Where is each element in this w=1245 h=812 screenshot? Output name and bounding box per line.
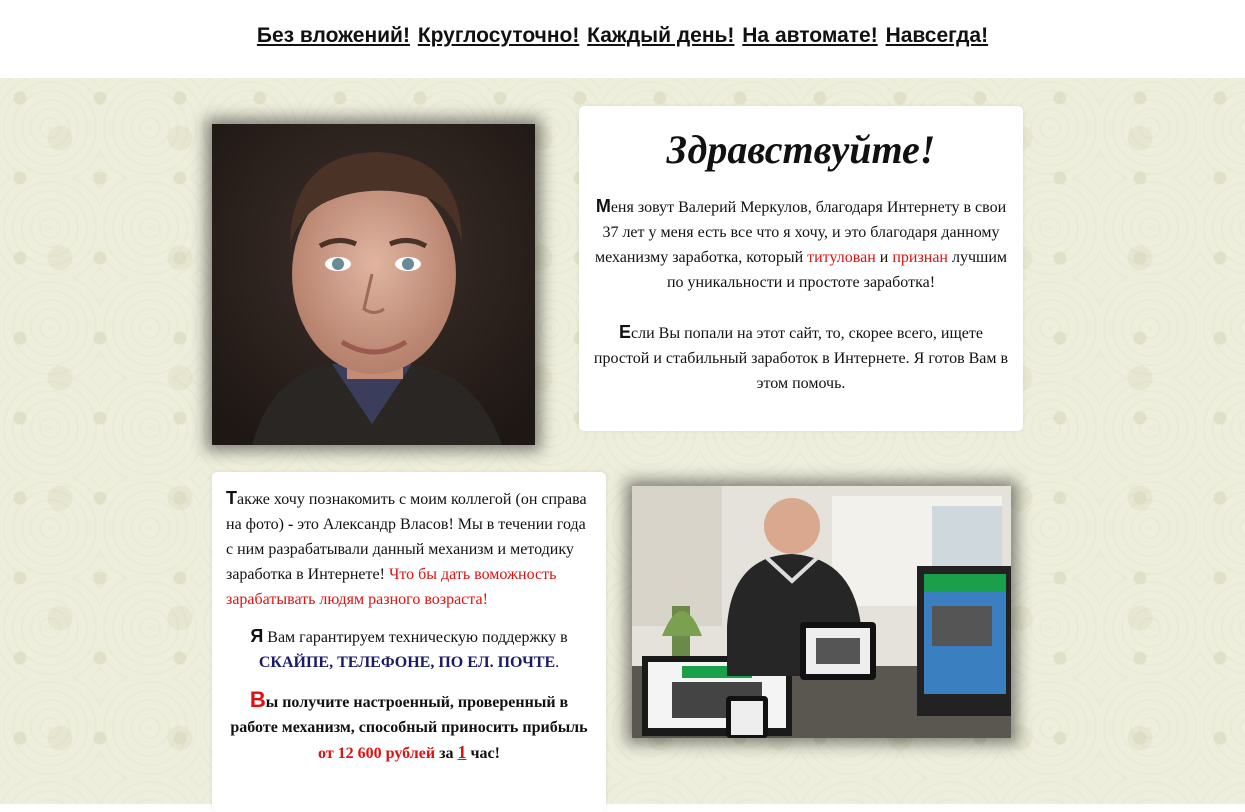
greeting-text — [593, 194, 1009, 396]
slogan-links — [0, 24, 1245, 48]
dash: - — [287, 516, 294, 533]
income-hours: 1 — [457, 742, 467, 762]
office-image — [632, 486, 1011, 738]
slogan-link-1[interactable]: Без вложений! — [256, 24, 410, 47]
portrait-image — [212, 124, 535, 445]
dropcap: Т — [226, 488, 237, 508]
dropcap: Е — [619, 322, 632, 342]
support-paragraph — [226, 624, 592, 675]
slogan-link-2[interactable]: Круглосуточно! — [417, 24, 580, 47]
income-paragraph — [226, 687, 592, 766]
dropcap: В — [249, 687, 266, 712]
slogan-link-5[interactable]: Навсегда! — [885, 24, 989, 47]
slogan-link-4[interactable]: На автомате! — [742, 24, 878, 47]
colleague-card — [212, 472, 606, 812]
intro-text-end: лучшим по уникальности и простоте заработка! — [666, 249, 1008, 291]
colleague-text-b: это Александр Власов! Мы в течении года с ним разрабатывали данный механизм и методику заработка в Интернете! — [226, 516, 586, 583]
income-text: ы получите настроенный, проверенный в работе механизм, способный приносить прибыль — [230, 694, 588, 736]
colleague-text — [226, 486, 592, 778]
office-photo — [632, 486, 1011, 738]
conjunction-text: и — [875, 249, 893, 266]
colleague-text-a: акже хочу познакомить с моим коллегой (он справа на фото) — [226, 491, 587, 533]
greeting-card — [579, 106, 1023, 431]
dropcap: Я — [250, 626, 264, 646]
income-end: час! — [466, 745, 500, 762]
colleague-paragraph — [226, 486, 592, 612]
highlight-word: титулован — [807, 249, 876, 266]
support-text: Вам гарантируем техническую поддержку в — [263, 629, 568, 646]
highlight-word: признан — [892, 249, 948, 266]
portrait-photo — [212, 124, 535, 445]
income-za: за — [435, 745, 458, 762]
income-amount: от 12 600 рублей — [318, 745, 436, 762]
support-end: . — [555, 654, 560, 671]
intro-text: еня зовут Валерий Меркулов, благодаря Интернету в свои 37 лет у меня есть все что я хочу, и это благодаря данному механизму заработка, который — [594, 199, 1007, 266]
support-channels: СКАЙПЕ, ТЕЛЕФОНЕ, ПО ЕЛ. ПОЧТЕ — [258, 654, 556, 671]
dropcap: М — [595, 196, 611, 216]
top-banner — [0, 0, 1245, 78]
slogan-link-3[interactable]: Каждый день! — [587, 24, 735, 47]
offer-text: сли Вы попали на этот сайт, то, скорее всего, ищете простой и стабильный заработок в Интернете. Я готов Вам в этом помочь. — [593, 325, 1009, 392]
highlight-text: Что бы дать воможность зарабатывать людям разного возраста! — [226, 566, 557, 608]
greeting-title: Здравствуйте! — [666, 127, 936, 172]
